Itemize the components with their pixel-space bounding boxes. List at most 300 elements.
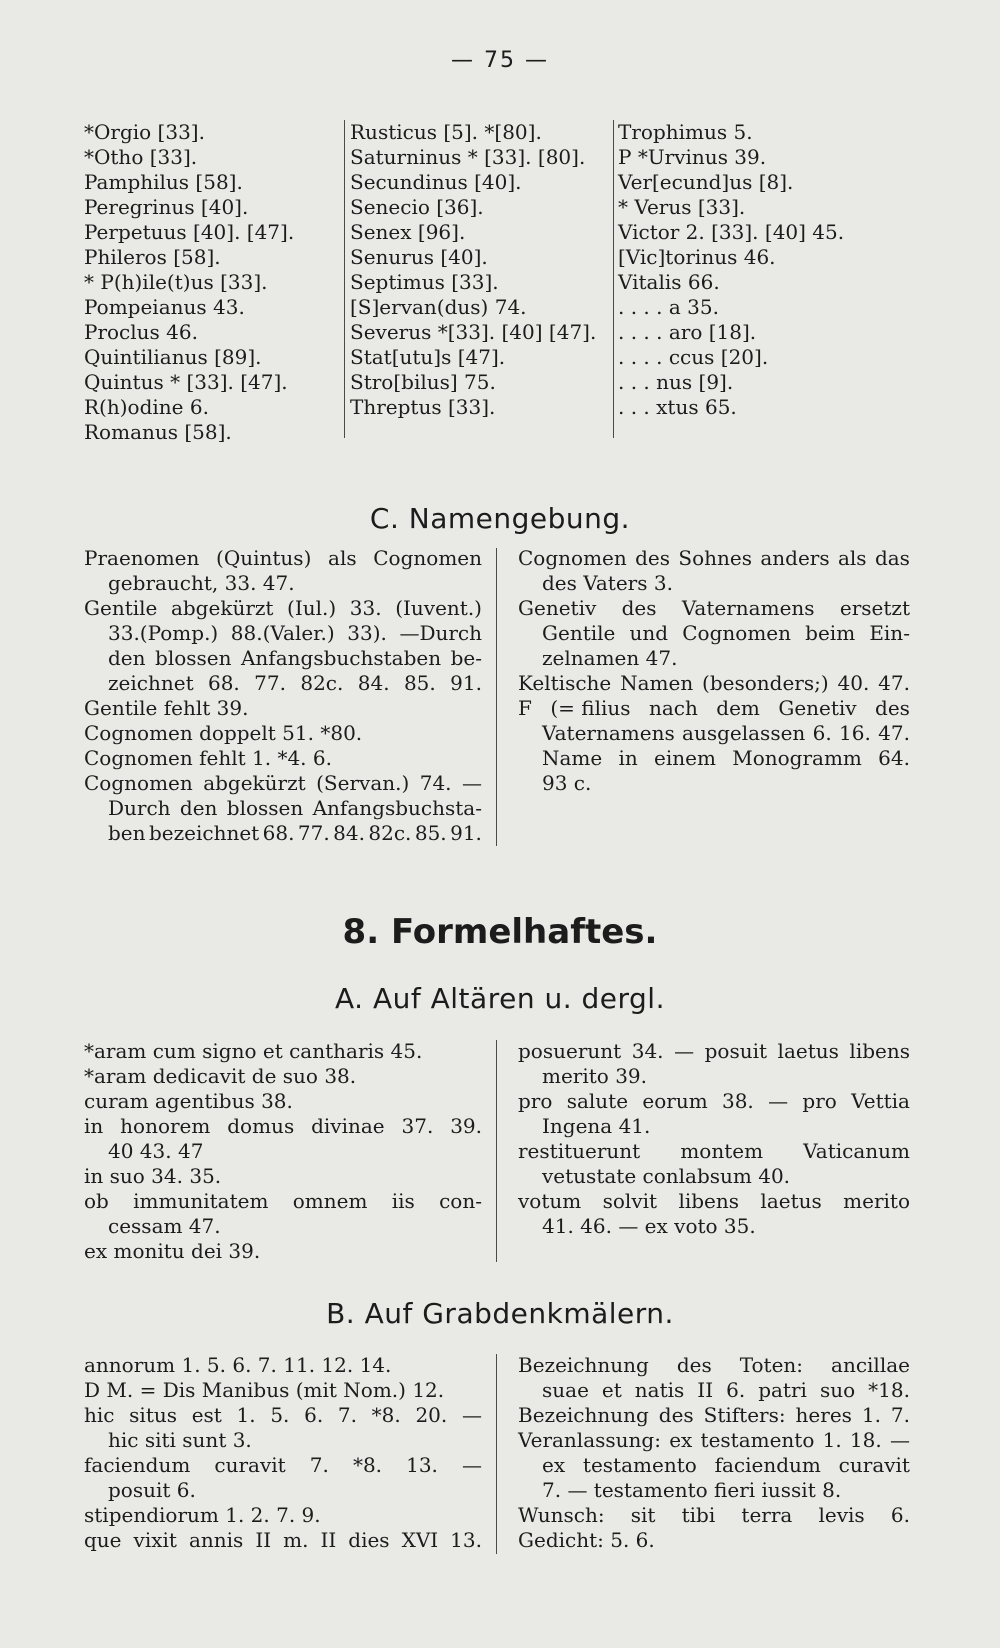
word: vetustate conlabsum 40. [542, 1164, 791, 1188]
word: 7. — testamento fieri iussit 8. [542, 1478, 842, 1502]
word: salute [566, 1089, 629, 1113]
word: vixit [133, 1528, 177, 1552]
word: domus [227, 1114, 295, 1138]
text-line: * P(h)ile(t)us [33]. [84, 270, 268, 294]
text-line: Senecio [36]. [350, 195, 484, 219]
word: 47. [878, 671, 910, 695]
word: 37. [401, 1114, 434, 1138]
word: testamento [700, 1428, 815, 1452]
text-line [84, 1114, 482, 1139]
word: posuit [704, 1039, 768, 1063]
text-line [84, 571, 482, 596]
text-line [84, 1214, 482, 1239]
section-8-title: 8. Formelhaftes. [342, 912, 658, 952]
text-line [84, 721, 482, 746]
word: F [518, 696, 532, 720]
text-line [84, 1378, 482, 1403]
word: Gentile fehlt 39. [84, 696, 249, 720]
word: testamento [582, 1453, 697, 1477]
text-line [84, 1089, 482, 1114]
word: 6. [304, 1403, 324, 1427]
text-line [84, 1239, 482, 1264]
word: — [768, 1089, 789, 1113]
word: faciendum [714, 1453, 821, 1477]
word: Vaternamens [542, 721, 675, 745]
names-column-3 [618, 120, 918, 420]
page-number: — 75 — [451, 48, 549, 73]
word: 40 43. 47 [108, 1139, 204, 1163]
word: — [889, 1428, 910, 1452]
word: con- [439, 1189, 482, 1213]
word: tibi [681, 1503, 716, 1527]
word: Toten: [739, 1353, 804, 1377]
section-b-right [518, 1353, 910, 1553]
word: 41. 46. — ex voto 35. [542, 1214, 756, 1238]
word: *18. [868, 1378, 910, 1402]
word: und [629, 621, 669, 645]
text-line [84, 1478, 482, 1503]
section-a-left [84, 1039, 482, 1264]
word: — [461, 771, 482, 795]
text-line: . . . . ccus [20]. [618, 345, 769, 369]
text-line [84, 696, 482, 721]
word: 33). [347, 621, 387, 645]
word: libens [678, 1189, 740, 1213]
text-line [518, 1139, 910, 1164]
text-line: Stat[utu]s [47]. [350, 345, 506, 369]
word: *aram dedicavit de suo 38. [84, 1064, 357, 1088]
text-line [518, 1114, 910, 1139]
text-line [518, 746, 910, 771]
word: hic siti sunt 3. [108, 1428, 252, 1452]
word: 18. [849, 1428, 882, 1452]
word: abgekürzt [203, 771, 306, 795]
word: 16. [839, 721, 871, 745]
word: —Durch [399, 621, 482, 645]
section-a-right [518, 1039, 910, 1239]
word: — [461, 1403, 482, 1427]
text-line: Severus *[33]. [40] [47]. [350, 320, 597, 344]
text-line [518, 1089, 910, 1114]
word: 6. [890, 1503, 910, 1527]
word: anders [760, 546, 830, 570]
text-line [518, 671, 910, 696]
word: restituerunt [518, 1139, 641, 1163]
text-line: Phileros [58]. [84, 245, 221, 269]
text-line: Trophimus 5. [618, 120, 753, 144]
section-c-title: C. Namengebung. [369, 502, 631, 535]
text-line [518, 1214, 910, 1239]
word: 88.(Valer.) [230, 621, 335, 645]
word: Vaticanum [803, 1139, 910, 1163]
word: 39. [450, 1114, 482, 1138]
word: eorum [642, 1089, 708, 1113]
text-line [518, 621, 910, 646]
word: 64. [878, 746, 910, 770]
word: Ingena 41. [542, 1114, 651, 1138]
word: des [621, 596, 657, 620]
text-line: R(h)odine 6. [84, 395, 209, 419]
word: des [676, 1353, 712, 1377]
word: Praenomen [84, 546, 200, 570]
word: sit [630, 1503, 656, 1527]
text-line [84, 821, 482, 846]
word: Cognomen [373, 546, 482, 570]
word: II [320, 1528, 337, 1552]
word: Bezeichnung [518, 1353, 649, 1377]
word: iis [391, 1189, 415, 1213]
word: suae [542, 1378, 589, 1402]
word: das [874, 546, 910, 570]
word: 5. [270, 1403, 290, 1427]
text-line [518, 571, 910, 596]
word: posuerunt [518, 1039, 622, 1063]
text-line: Vitalis 66. [618, 270, 720, 294]
text-line: Victor 2. [33]. [40] 45. [618, 220, 845, 244]
word: 82c. [368, 821, 412, 845]
word: merito [843, 1189, 910, 1213]
word: (Iul.) [287, 596, 337, 620]
word: zeichnet [108, 671, 194, 695]
text-line [84, 1528, 482, 1553]
word: 33. [349, 596, 382, 620]
text-line [84, 1164, 482, 1189]
word: 13. [406, 1453, 438, 1477]
text-line [518, 1453, 910, 1478]
word: 33.(Pomp.) [108, 621, 219, 645]
word: 7. [890, 1403, 910, 1427]
word: faciendum [84, 1453, 191, 1477]
word: Wunsch: [518, 1503, 605, 1527]
word: laetus [777, 1039, 839, 1063]
word: Namen [620, 671, 694, 695]
section-c-right [518, 546, 910, 796]
word: laetus [760, 1189, 822, 1213]
text-line [518, 1039, 910, 1064]
text-line [518, 1528, 910, 1553]
text-line [84, 646, 482, 671]
word: 7. [309, 1453, 329, 1477]
word: als [328, 546, 357, 570]
word: be- [450, 646, 482, 670]
text-line: Quintilianus [89]. [84, 345, 262, 369]
word: *8. [352, 1453, 383, 1477]
word: den [179, 796, 218, 820]
word: 1. [236, 1403, 256, 1427]
word: 93 c. [542, 771, 592, 795]
word: curavit [214, 1453, 286, 1477]
word: 38. [721, 1089, 754, 1113]
text-line: Romanus [58]. [84, 420, 232, 444]
text-line [84, 1064, 482, 1089]
word: Cognomen doppelt 51. *80. [84, 721, 363, 745]
word: dem [716, 696, 760, 720]
word: *aram cum signo et cantharis 45. [84, 1039, 423, 1063]
text-line [84, 671, 482, 696]
word: Name [542, 746, 603, 770]
word: Keltische [518, 671, 612, 695]
text-line: Senex [96]. [350, 220, 466, 244]
column-divider [496, 1354, 497, 1554]
text-line [518, 771, 910, 796]
word: 91. [450, 671, 482, 695]
word: ob [84, 1189, 109, 1213]
word: (besonders;) [702, 671, 829, 695]
word: den [108, 646, 146, 670]
word: et [601, 1378, 622, 1402]
text-line: . . . xtus 65. [618, 395, 737, 419]
word: Vettia [851, 1089, 910, 1113]
text-line [84, 771, 482, 796]
text-line [518, 1503, 910, 1528]
column-divider [496, 1040, 497, 1262]
word: 40. [837, 671, 870, 695]
word: 85. [403, 671, 436, 695]
word: Cognomen fehlt 1. *4. 6. [84, 746, 332, 770]
text-line [518, 1378, 910, 1403]
word: 77. [297, 821, 330, 845]
word: que [84, 1528, 122, 1552]
text-line: . . . . a 35. [618, 295, 719, 319]
word: dies [348, 1528, 390, 1552]
text-line: * Verus [33]. [618, 195, 746, 219]
text-line [518, 1403, 910, 1428]
text-line: . . . nus [9]. [618, 370, 734, 394]
word: ersetzt [839, 596, 910, 620]
text-line: Pompeianus 43. [84, 295, 245, 319]
word: in suo 34. 35. [84, 1164, 222, 1188]
text-line: Secundinus [40]. [350, 170, 522, 194]
text-line: Senurus [40]. [350, 245, 488, 269]
word: 6. [726, 1378, 746, 1402]
word: 68. [207, 671, 240, 695]
word: votum [518, 1189, 582, 1213]
word: Cognomen [84, 771, 193, 795]
word: einem [654, 746, 716, 770]
word: terra [741, 1503, 793, 1527]
word: posuit 6. [108, 1478, 196, 1502]
word: Anfangsbuchsta- [312, 796, 482, 820]
word: 13. [450, 1528, 482, 1552]
text-line [518, 596, 910, 621]
text-line: . . . . aro [18]. [618, 320, 757, 344]
text-line [518, 1353, 910, 1378]
word: II [697, 1378, 714, 1402]
word: situs [129, 1403, 178, 1427]
word: Anfangsbuchstaben [240, 646, 442, 670]
word: 77. [254, 671, 286, 695]
word: ausgelassen [682, 721, 806, 745]
word: m. [283, 1528, 309, 1552]
word: 1. [822, 1428, 842, 1452]
text-line [84, 1039, 482, 1064]
text-line: Stro[bilus] 75. [350, 370, 496, 394]
text-line [518, 1428, 910, 1453]
word: immunitatem [133, 1189, 269, 1213]
text-line [84, 1139, 482, 1164]
word: beim [805, 621, 856, 645]
word: Monogramm [732, 746, 862, 770]
text-line [518, 1189, 910, 1214]
word: abgekürzt [170, 596, 274, 620]
word: omnem [292, 1189, 368, 1213]
text-line [518, 721, 910, 746]
word: 85. [414, 821, 447, 845]
word: Cognomen [518, 546, 627, 570]
word: 91. [450, 821, 482, 845]
section-b-left [84, 1353, 482, 1553]
word: curavit [838, 1453, 910, 1477]
word: heres [795, 1403, 852, 1427]
word: 7. [337, 1403, 357, 1427]
text-line [518, 1164, 910, 1189]
word: est [191, 1403, 222, 1427]
text-line: [S]ervan(dus) 74. [350, 295, 527, 319]
word: Cognomen [682, 621, 791, 645]
text-line [84, 796, 482, 821]
word: solvit [602, 1189, 658, 1213]
word: stipendiorum 1. 2. 7. 9. [84, 1503, 321, 1527]
word: des Vaters 3. [542, 571, 673, 595]
word: blossen [226, 796, 304, 820]
word: 68. [262, 821, 295, 845]
word: divinae [311, 1114, 385, 1138]
text-line [84, 746, 482, 771]
word: Bezeichnung [518, 1403, 649, 1427]
word: 84. [357, 671, 390, 695]
text-line: Perpetuus [40]. [47]. [84, 220, 295, 244]
word: Genetiv [518, 596, 597, 620]
word: natis [634, 1378, 685, 1402]
text-line: [Vic]torinus 46. [618, 245, 776, 269]
word: des [658, 1403, 694, 1427]
word: Stifters: [703, 1403, 786, 1427]
names-column-2 [350, 120, 610, 420]
text-line [84, 596, 482, 621]
text-line: *Orgio [33]. [84, 120, 205, 144]
word: honorem [120, 1114, 211, 1138]
text-line [84, 1353, 482, 1378]
word: ex monitu dei 39. [84, 1239, 261, 1263]
text-line [84, 546, 482, 571]
word: Durch [108, 796, 171, 820]
word: merito 39. [542, 1064, 647, 1088]
text-line [518, 1478, 910, 1503]
word: 1. [861, 1403, 881, 1427]
word: annis [188, 1528, 244, 1552]
text-line: *Otho [33]. [84, 145, 198, 169]
word: montem [680, 1139, 764, 1163]
word: XVI [401, 1528, 439, 1552]
word: in [84, 1114, 104, 1138]
word: (Quintus) [216, 546, 312, 570]
text-line [84, 1403, 482, 1428]
text-line [518, 646, 910, 671]
text-line [518, 696, 910, 721]
text-line: Proclus 46. [84, 320, 198, 344]
text-line [84, 621, 482, 646]
word: II [255, 1528, 272, 1552]
text-line: Septimus [33]. [350, 270, 499, 294]
word: 82c. [300, 671, 344, 695]
text-line: Peregrinus [40]. [84, 195, 249, 219]
section-b-title: B. Auf Grabdenkmälern. [326, 1297, 674, 1330]
word: blossen [155, 646, 232, 670]
text-line [84, 1189, 482, 1214]
text-line [518, 546, 910, 571]
text-line: Ver[ecund]us [8]. [618, 170, 794, 194]
word: ex [542, 1453, 566, 1477]
text-line: Pamphilus [58]. [84, 170, 243, 194]
column-divider [613, 120, 614, 438]
word: Sohnes [678, 546, 752, 570]
text-line: P *Urvinus 39. [618, 145, 767, 169]
names-column-1 [84, 120, 339, 445]
section-a-title: A. Auf Altären u. dergl. [335, 982, 665, 1015]
word: in [618, 746, 638, 770]
column-divider [496, 548, 497, 846]
word: suo [819, 1378, 856, 1402]
word: gebraucht, 33. 47. [108, 571, 295, 595]
text-line [84, 1453, 482, 1478]
word: Ein- [869, 621, 910, 645]
word: — [674, 1039, 695, 1063]
word: zelnamen 47. [542, 646, 678, 670]
word: Gentile [84, 596, 158, 620]
word: annorum 1. 5. 6. 7. 11. 12. 14. [84, 1353, 392, 1377]
word: ancillae [831, 1353, 910, 1377]
word: curam agentibus 38. [84, 1089, 293, 1113]
word: (Iuvent.) [395, 596, 482, 620]
section-c-left [84, 546, 482, 846]
word: nach [648, 696, 698, 720]
text-line [84, 1503, 482, 1528]
word: 74. [419, 771, 452, 795]
word: 47. [878, 721, 910, 745]
word: Genetiv [778, 696, 857, 720]
word: 20. [415, 1403, 448, 1427]
word: pro [518, 1089, 553, 1113]
text-line: Quintus * [33]. [47]. [84, 370, 288, 394]
word: libens [849, 1039, 910, 1063]
word: (Servan.) [316, 771, 410, 795]
word: des [635, 546, 671, 570]
word: bezeichnet [148, 821, 260, 845]
word: ben [108, 821, 146, 845]
word: — [462, 1453, 482, 1477]
text-line: Threptus [33]. [350, 395, 496, 419]
word: als [837, 546, 867, 570]
word: hic [84, 1403, 115, 1427]
text-line: Saturninus * [33]. [80]. [350, 145, 586, 169]
text-line: Rusticus [5]. *[80]. [350, 120, 542, 144]
word: Veranlassung: [518, 1428, 661, 1452]
word: des [875, 696, 910, 720]
word: Gedicht: 5. 6. [518, 1528, 655, 1552]
word: Vaternamens [681, 596, 815, 620]
word: *8. [371, 1403, 401, 1427]
word: pro [802, 1089, 837, 1113]
word: 84. [333, 821, 365, 845]
word: 34. [631, 1039, 664, 1063]
word: patri [758, 1378, 807, 1402]
column-divider [344, 120, 345, 438]
word: ex [669, 1428, 693, 1452]
word: Gentile [542, 621, 616, 645]
word: cessam 47. [108, 1214, 221, 1238]
word: 6. [812, 721, 832, 745]
text-line [84, 1428, 482, 1453]
